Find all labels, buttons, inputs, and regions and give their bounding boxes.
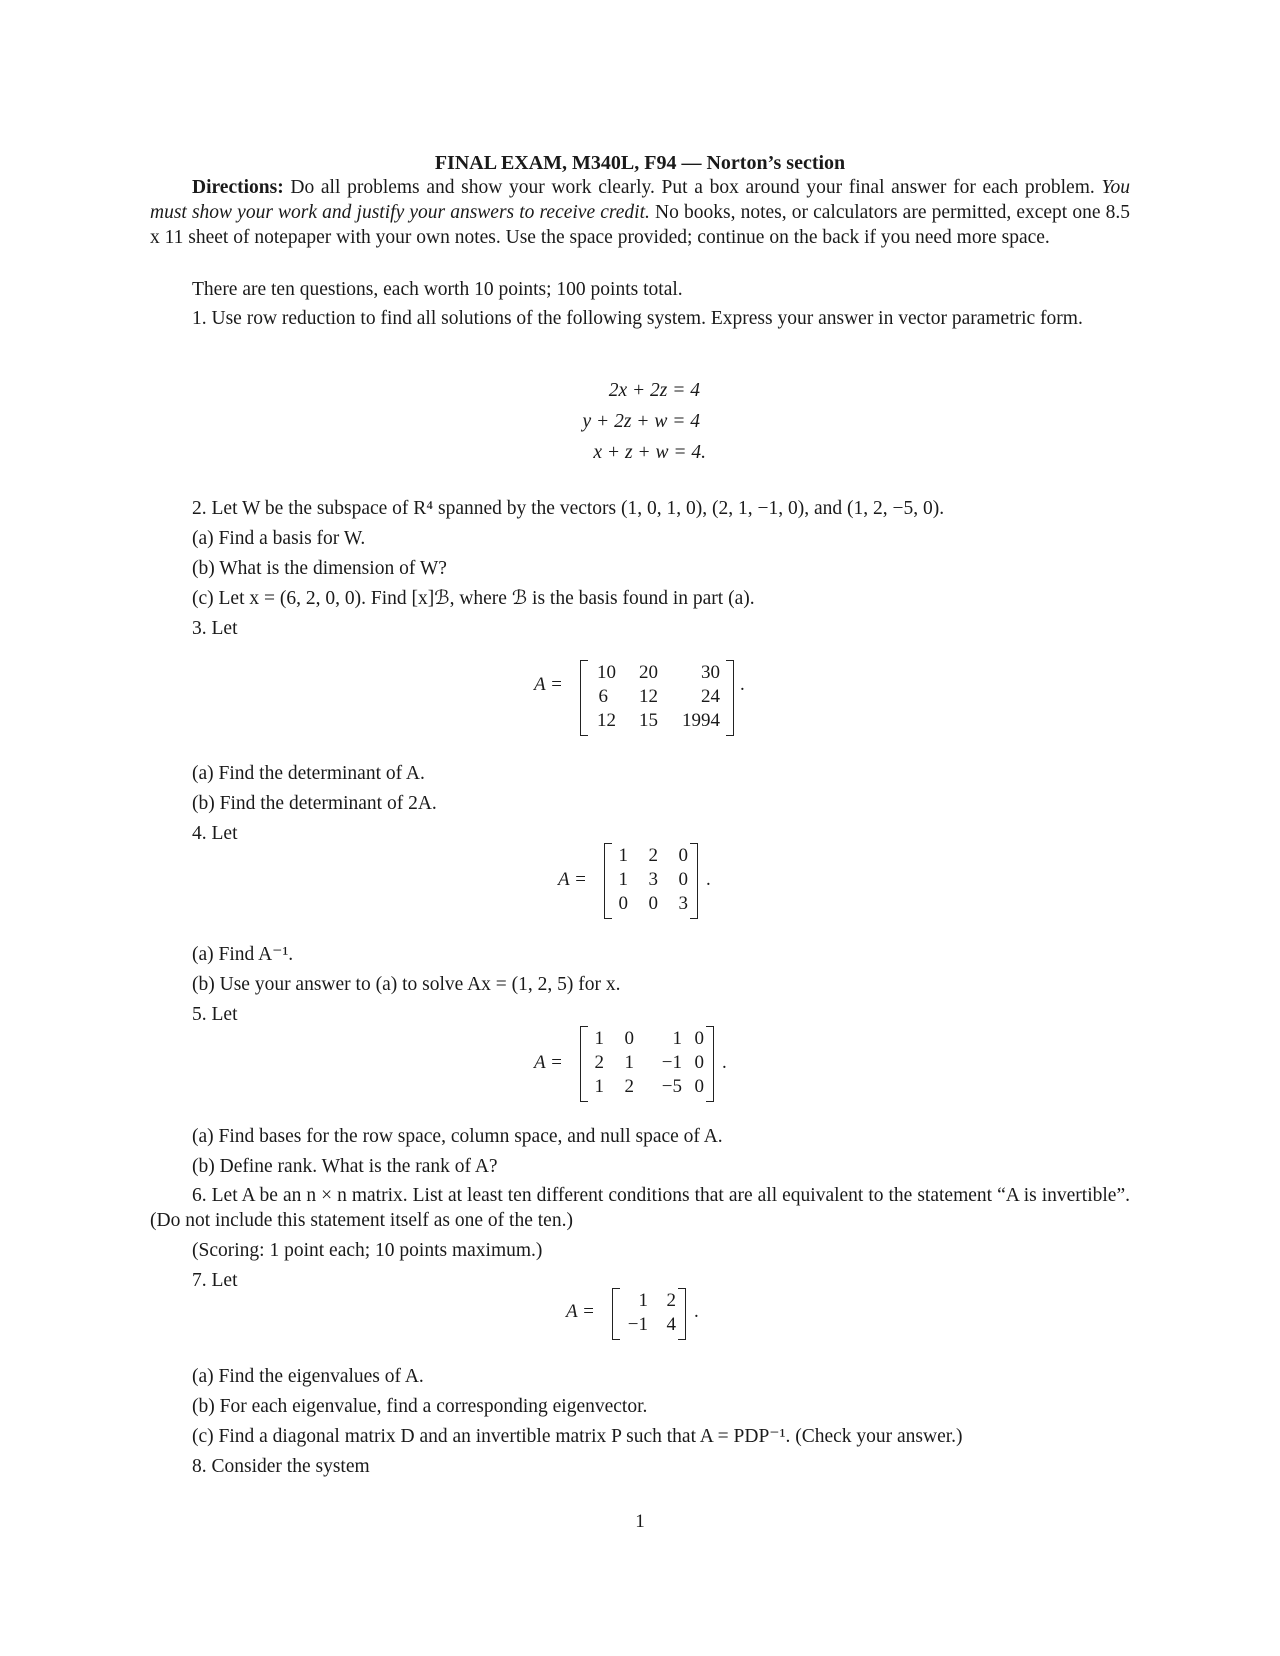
q4-part-b: (b) Use your answer to (a) to solve Ax = (1, 2, 5) for x. bbox=[192, 974, 621, 995]
q4-cell: 0 bbox=[618, 893, 628, 914]
directions-label: Directions: bbox=[192, 177, 284, 198]
q4-matrix-label: A = bbox=[558, 869, 587, 890]
q7-right-bracket bbox=[678, 1288, 686, 1340]
q6-text: 6. Let A be an n × n matrix. List at least ten different conditions that are all equivalent to the statement “A is invertible”. (Do not include this statement itself as one of the ten.) bbox=[150, 1185, 1130, 1231]
q2-part-c: (c) Let x = (6, 2, 0, 0). Find [x]ℬ, where ℬ is the basis found in part (a). bbox=[192, 588, 755, 609]
q4-cell: 0 bbox=[648, 893, 658, 914]
q5-cell: 1 bbox=[594, 1076, 604, 1097]
q3-matrix-period: . bbox=[740, 674, 745, 695]
q4-cell: 0 bbox=[678, 869, 688, 890]
q3-cell: 6 bbox=[598, 686, 608, 707]
q7-let: 7. Let bbox=[192, 1270, 238, 1291]
q5-cell: 0 bbox=[624, 1028, 634, 1049]
q4-cell: 3 bbox=[648, 869, 658, 890]
q6-scoring: (Scoring: 1 point each; 10 points maximum.) bbox=[192, 1240, 543, 1261]
q3-cell: 20 bbox=[639, 662, 658, 683]
q7-cell: 1 bbox=[638, 1290, 648, 1311]
q4-part-a: (a) Find A⁻¹. bbox=[192, 944, 294, 965]
q3-cell: 30 bbox=[701, 662, 720, 683]
points-statement: There are ten questions, each worth 10 points; 100 points total. bbox=[192, 279, 683, 300]
q5-cell: 0 bbox=[694, 1028, 704, 1049]
directions-text-1: Do all problems and show your work clearly. Put a box around your final answer for each problem. bbox=[283, 177, 1102, 198]
q3-cell: 15 bbox=[639, 710, 658, 731]
q4-cell: 0 bbox=[678, 845, 688, 866]
q3-cell: 12 bbox=[639, 686, 658, 707]
q7-cell: 2 bbox=[666, 1290, 676, 1311]
q4-let: 4. Let bbox=[192, 823, 238, 844]
q5-matrix-label: A = bbox=[534, 1052, 563, 1073]
directions-italic: You must show your work and justify your answers to receive credit. bbox=[150, 177, 1130, 223]
q5-cell: 1 bbox=[594, 1028, 604, 1049]
q7-cell: 4 bbox=[666, 1314, 676, 1335]
page-title: FINAL EXAM, M340L, F94 — Norton’s section bbox=[434, 152, 846, 174]
q5-let: 5. Let bbox=[192, 1004, 238, 1025]
q7-part-a: (a) Find the eigenvalues of A. bbox=[192, 1366, 424, 1387]
q2-text: 2. Let W be the subspace of R⁴ spanned by the vectors (1, 0, 1, 0), (2, 1, −1, 0), and (1, 2, −5, 0). bbox=[192, 498, 945, 519]
q1-equation-3: x + z + w = 4. bbox=[593, 442, 706, 463]
q4-cell: 1 bbox=[618, 869, 628, 890]
q7-cell: −1 bbox=[627, 1314, 648, 1335]
q3-cell: 12 bbox=[597, 710, 616, 731]
directions-paragraph bbox=[150, 175, 1130, 250]
page-number: 1 bbox=[635, 1511, 645, 1532]
q3-cell: 1994 bbox=[682, 710, 720, 731]
q3-cell: 10 bbox=[597, 662, 616, 683]
q4-cell: 3 bbox=[678, 893, 688, 914]
q4-cell: 2 bbox=[648, 845, 658, 866]
q2-part-a: (a) Find a basis for W. bbox=[192, 528, 366, 549]
q3-cell: 24 bbox=[701, 686, 720, 707]
q1-equation-1: 2x + 2z = 4 bbox=[608, 380, 700, 401]
q5-part-a: (a) Find bases for the row space, column space, and null space of A. bbox=[192, 1126, 723, 1147]
q5-matrix-period: . bbox=[722, 1052, 727, 1073]
q3-matrix-label: A = bbox=[534, 674, 563, 695]
q4-right-bracket bbox=[690, 843, 698, 919]
q5-cell: −1 bbox=[661, 1052, 682, 1073]
directions-text-2: No books, notes, or calculators are permitted, except one 8.5 x 11 sheet of notepaper with your own notes. Use the space provided; continue on the back if you need more space. bbox=[150, 202, 1130, 248]
q5-cell: 2 bbox=[594, 1052, 604, 1073]
q3-let: 3. Let bbox=[192, 618, 238, 639]
q4-cell: 1 bbox=[618, 845, 628, 866]
q5-cell: 2 bbox=[624, 1076, 634, 1097]
q1-text: 1. Use row reduction to find all solutions of the following system. Express your answer in vector parametric form. bbox=[192, 308, 1083, 329]
q7-part-c: (c) Find a diagonal matrix D and an invertible matrix P such that A = PDP⁻¹. (Check your answer.) bbox=[192, 1426, 963, 1447]
q3-part-a: (a) Find the determinant of A. bbox=[192, 763, 425, 784]
q7-matrix-label: A = bbox=[566, 1301, 595, 1322]
q2-part-b: (b) What is the dimension of W? bbox=[192, 558, 447, 579]
q7-matrix-period: . bbox=[694, 1301, 699, 1322]
q1-equation-2: y + 2z + w = 4 bbox=[582, 411, 700, 432]
q4-matrix-period: . bbox=[706, 869, 711, 890]
q5-cell: 1 bbox=[624, 1052, 634, 1073]
q5-cell: −5 bbox=[661, 1076, 682, 1097]
q5-cell: 0 bbox=[694, 1076, 704, 1097]
q3-part-b: (b) Find the determinant of 2A. bbox=[192, 793, 437, 814]
q5-right-bracket bbox=[706, 1026, 714, 1102]
q8-text: 8. Consider the system bbox=[192, 1456, 370, 1477]
q5-part-b: (b) Define rank. What is the rank of A? bbox=[192, 1156, 498, 1177]
q5-cell: 1 bbox=[672, 1028, 682, 1049]
q5-cell: 0 bbox=[694, 1052, 704, 1073]
q3-right-bracket bbox=[726, 660, 734, 736]
q7-part-b: (b) For each eigenvalue, find a corresponding eigenvector. bbox=[192, 1396, 648, 1417]
